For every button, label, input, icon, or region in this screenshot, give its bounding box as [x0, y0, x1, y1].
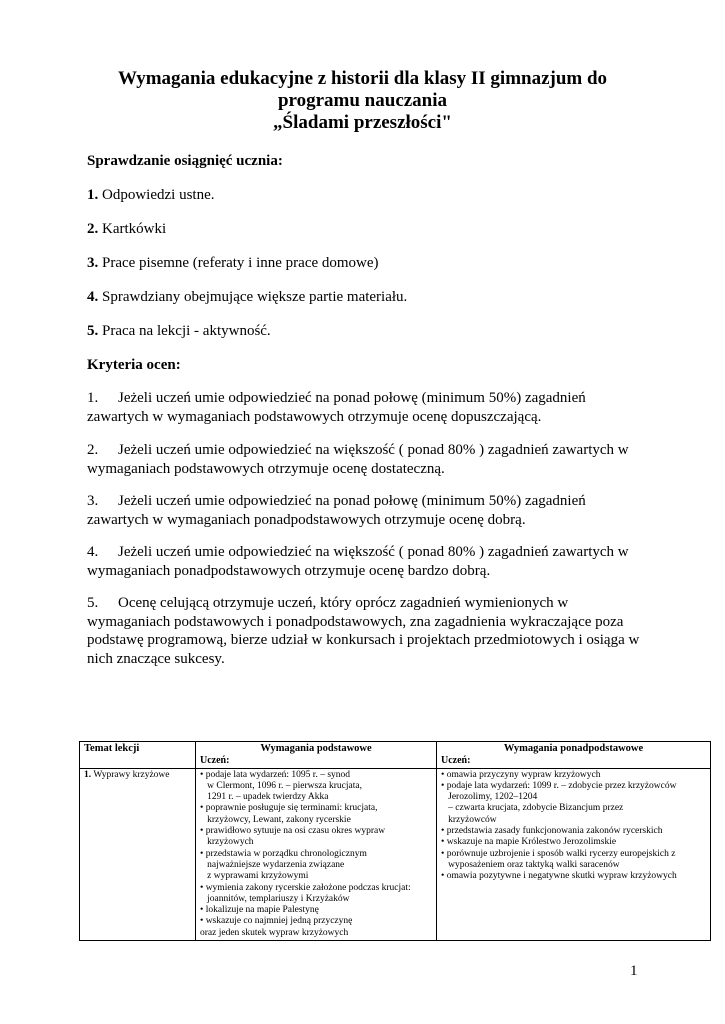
requirements-table — [79, 741, 711, 941]
header-topic — [80, 742, 196, 769]
header-topic-label: Temat lekcji — [84, 743, 140, 754]
assessment-item-text: Sprawdziany obejmujące większe partie materiału. — [98, 289, 408, 305]
criteria-item-line: Jeżeli uczeń umie odpowiedzieć na ponad połowę (minimum 50%) zagadnień — [118, 390, 586, 406]
row-number: 1. — [84, 769, 92, 780]
assessment-item — [87, 220, 166, 238]
title-line-3: „Śladami przeszłości" — [273, 112, 452, 133]
assessment-item-text: Praca na lekcji - aktywność. — [98, 323, 271, 339]
row-basic — [196, 768, 437, 940]
assessment-item — [87, 254, 379, 272]
assessment-heading: Sprawdzanie osiągnięć ucznia: — [87, 153, 283, 169]
criteria-item-line: zawartych w wymaganiach ponadpodstawowych otrzymuje ocenę dobrą. — [87, 511, 526, 528]
table-header-row — [80, 742, 711, 769]
assessment-item-number: 4. — [87, 289, 99, 305]
header-basic-label: Wymagania podstawowe — [260, 743, 372, 754]
header-advanced — [437, 742, 711, 769]
criteria-item-line: podstawę programową, bierze udział w konkursach i projektach przedmiotowych i osiąga w — [87, 632, 640, 648]
assessment-item — [87, 322, 271, 340]
header-basic-sub: Uczeń: — [200, 755, 230, 767]
assessment-item-number: 3. — [87, 255, 99, 271]
assessment-item-text: Kartkówki — [98, 221, 167, 237]
criteria-item — [87, 492, 647, 529]
criteria-item — [87, 441, 647, 478]
advanced-requirement-line: • wskazuje na mapie Królestwo Jerozolimskie — [441, 837, 617, 848]
criteria-item-number: 2. — [87, 442, 99, 458]
criteria-heading: Kryteria ocen: — [87, 357, 181, 373]
criteria-item-line: nich znaczące sukcesy. — [87, 650, 225, 667]
basic-requirement-line: najważniejsze wydarzenia związane — [200, 859, 345, 870]
row-topic — [80, 768, 196, 940]
assessment-item-number: 1. — [87, 187, 99, 203]
advanced-requirement-line: • omawia pozytywne i negatywne skutki wypraw krzyżowych — [441, 871, 677, 882]
basic-requirement-line: • wskazuje co najmniej jedną przyczynę — [200, 916, 353, 927]
criteria-item-number: 5. — [87, 595, 99, 611]
advanced-requirement-line: • przedstawia zasady funkcjonowania zakonów rycerskich — [441, 826, 663, 837]
advanced-requirement-line: krzyżowców — [441, 814, 497, 825]
criteria-item-line: Jeżeli uczeń umie odpowiedzieć na ponad połowę (minimum 50%) zagadnień — [118, 493, 586, 509]
basic-requirement-line: • prawidłowo sytuuje na osi czasu okres wypraw — [200, 826, 386, 837]
basic-requirement-line: • podaje lata wydarzeń: 1095 r. – synod — [200, 769, 351, 780]
advanced-requirement-line: – czwarta krucjata, zdobycie Bizancjum przez — [441, 803, 624, 814]
basic-requirement-line: krzyżowcy, Lewant, zakony rycerskie — [200, 814, 351, 825]
criteria-item — [87, 389, 647, 426]
title-line-1: Wymagania edukacyjne z historii dla klasy II gimnazjum do — [117, 68, 608, 89]
basic-requirement-line: w Clermont, 1096 r. – pierwsza krucjata, — [200, 780, 362, 791]
document-title — [60, 68, 665, 134]
basic-requirement-line: krzyżowych — [200, 837, 254, 848]
criteria-item — [87, 594, 647, 668]
advanced-requirement-line: Jerozolimy, 1202–1204 — [441, 792, 538, 803]
criteria-item-line: Ocenę celującą otrzymuje uczeń, który oprócz zagadnień wymienionych w — [118, 595, 569, 611]
criteria-item-line: wymaganiach podstawowych i ponadpodstawowych, zna zagadnienia wykraczające poza — [87, 613, 624, 630]
basic-requirement-line: oraz jeden skutek wypraw krzyżowych — [200, 927, 349, 938]
criteria-item — [87, 543, 647, 580]
basic-requirement-line: z wyprawami krzyżowymi — [200, 871, 309, 882]
criteria-item-number: 3. — [87, 493, 99, 509]
header-advanced-sub: Uczeń: — [441, 755, 471, 767]
title-line-2: programu nauczania — [277, 90, 448, 111]
criteria-item-line: wymaganiach ponadpodstawowych otrzymuje ocenę bardzo dobrą. — [87, 562, 491, 579]
page-number: 1 — [630, 963, 638, 979]
header-advanced-label: Wymagania ponadpodstawowe — [503, 743, 644, 754]
criteria-item-number: 4. — [87, 544, 99, 560]
advanced-requirement-line: • porównuje uzbrojenie i sposób walki rycerzy europejskich z — [441, 848, 676, 859]
basic-requirement-line: • lokalizuje na mapie Palestynę — [200, 905, 319, 916]
row-advanced — [437, 768, 711, 940]
criteria-item-line: zawartych w wymaganiach podstawowych otrzymuje ocenę dopuszczającą. — [87, 408, 542, 425]
assessment-item-text: Odpowiedzi ustne. — [98, 187, 215, 203]
criteria-item-line: Jeżeli uczeń umie odpowiedzieć na większość ( ponad 80% ) zagadnień zawartych w — [118, 544, 629, 560]
assessment-item-number: 5. — [87, 323, 99, 339]
assessment-item-text: Prace pisemne (referaty i inne prace domowe) — [98, 255, 379, 271]
advanced-requirement-line: • podaje lata wydarzeń: 1099 r. – zdobycie przez krzyżowców — [441, 780, 677, 791]
basic-requirement-line: • wymienia zakony rycerskie założone podczas krucjat: — [200, 882, 411, 893]
criteria-item-line: Jeżeli uczeń umie odpowiedzieć na większość ( ponad 80% ) zagadnień zawartych w — [118, 442, 629, 458]
row-topic-label: Wyprawy krzyżowe — [91, 769, 170, 780]
criteria-item-line: wymaganiach podstawowych otrzymuje ocenę dostateczną. — [87, 460, 445, 477]
assessment-item-number: 2. — [87, 221, 99, 237]
basic-requirement-line: 1291 r. – upadek twierdzy Akka — [200, 792, 329, 803]
criteria-item-number: 1. — [87, 390, 99, 406]
basic-requirement-line: joannitów, templariuszy i Krzyżaków — [200, 893, 350, 904]
basic-requirement-line: • poprawnie posługuje się terminami: krucjata, — [200, 803, 378, 814]
advanced-requirement-line: • omawia przyczyny wypraw krzyżowych — [441, 769, 601, 780]
basic-requirement-line: • przedstawia w porządku chronologicznym — [200, 848, 367, 859]
header-basic — [196, 742, 437, 769]
assessment-item — [87, 186, 214, 204]
table-row — [80, 768, 711, 940]
advanced-requirement-line: wyposażeniem oraz taktyką walki saracenów — [441, 859, 620, 870]
assessment-item — [87, 288, 407, 306]
